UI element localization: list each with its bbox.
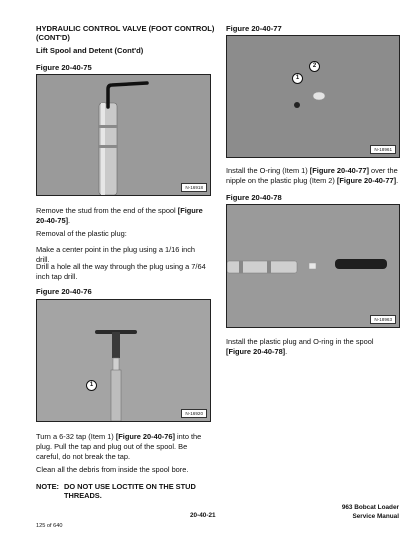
paragraph-clean-debris: Clean all the debris from inside the spool bore.	[36, 465, 189, 474]
figure-ref: [Figure 20-40-77]	[309, 166, 369, 175]
paragraph-install-oring: Install the O-ring (Item 1) [Figure 20-40-77] over the nipple on the plastic plug (Item 2) [Figure 20-40-77].	[226, 166, 399, 185]
figure-77-photo	[226, 35, 400, 158]
note-label: NOTE:	[36, 482, 59, 491]
paragraph-drill-hole: Drill a hole all the way through the plug using a 7/64 inch tap drill.	[36, 262, 206, 281]
manual-title: 963 Bobcat Loader Service Manual	[341, 504, 399, 520]
figure-ref: [Figure 20-40-76]	[115, 432, 175, 441]
paragraph-turn-tap: Turn a 6-32 tap (Item 1) [Figure 20-40-76] into the plug. Pull the tap and plug out of the spool. Be careful, do not break the tap.	[36, 432, 202, 461]
figure-78-photo	[226, 204, 400, 328]
callout-2: 2	[309, 61, 320, 72]
callout-1: 1	[292, 73, 303, 84]
figure-ref: [Figure 20-40-77]	[336, 176, 397, 185]
subheading: Lift Spool and Detent (Cont'd)	[36, 46, 144, 55]
paragraph-remove-stud: Remove the stud from the end of the spool [Figure 20-40-75].	[36, 206, 203, 225]
figure-75-label: Figure 20-40-75	[36, 63, 92, 72]
figure-76-code: N-16920	[181, 409, 207, 418]
note-text: DO NOT USE LOCTITE ON THE STUD THREADS.	[64, 482, 196, 500]
figure-ref: [Figure 20-40-78]	[226, 347, 286, 356]
callout-1: 1	[86, 380, 97, 391]
figure-78-label: Figure 20-40-78	[226, 193, 282, 202]
figure-76-photo	[36, 299, 211, 422]
figure-77-label: Figure 20-40-77	[226, 24, 282, 33]
oring-plug-illustration	[227, 36, 399, 157]
plug-in-spool-illustration	[227, 205, 399, 327]
note	[36, 482, 216, 500]
figure-78-code: N-18963	[370, 315, 396, 324]
tap-in-plug-illustration	[37, 300, 210, 421]
figure-76-label: Figure 20-40-76	[36, 287, 92, 296]
paragraph-install-plug: Install the plastic plug and O-ring in the spool [Figure 20-40-78].	[226, 337, 374, 356]
figure-75-code: N-16918	[181, 183, 207, 192]
paragraph-plug-removal: Removal of the plastic plug:	[36, 229, 127, 238]
figure-77-code: N-18961	[370, 145, 396, 154]
figure-75-photo	[36, 74, 211, 196]
section-title: HYDRAULIC CONTROL VALVE (FOOT CONTROL) (CONT'D)	[36, 24, 215, 42]
page-code: 20-40-21	[190, 512, 216, 519]
paragraph-center-point: Make a center point in the plug using a 1/16 inch drill.	[36, 245, 196, 264]
figure-ref: [Figure 20-40-75]	[36, 206, 203, 225]
spool-stud-illustration	[37, 75, 210, 195]
page-count: 125 of 640	[36, 523, 63, 529]
